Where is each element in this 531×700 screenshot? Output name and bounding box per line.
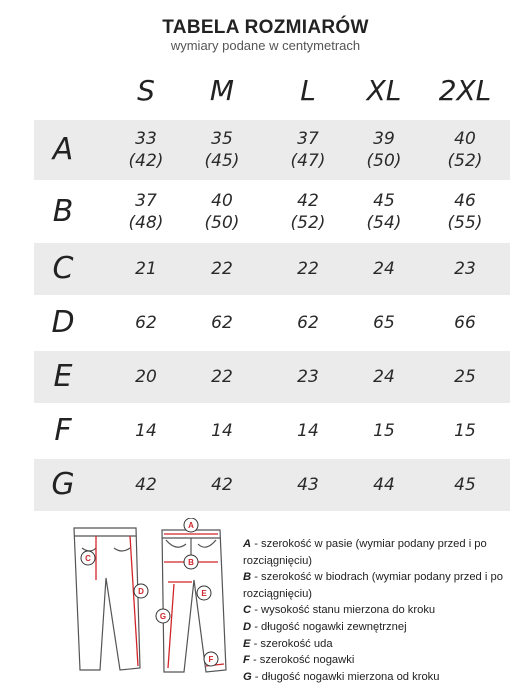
table-cell [423,190,507,234]
legend-key: C [243,604,252,617]
table-cell [266,366,350,388]
table-cell [342,128,426,172]
table-cell [342,474,426,496]
table-cell [180,312,264,334]
size-header-s: S [137,74,155,107]
cell-value: 39 [373,129,395,149]
table-cell [342,258,426,280]
cell-value: 62 [135,313,157,333]
table-row [34,459,510,511]
cell-stretched-value: (50) [204,213,240,233]
cell-value: 15 [454,421,476,441]
table-row [34,405,510,457]
trousers-front-view [159,530,226,672]
cell-value: 22 [297,259,319,279]
table-cell [180,420,264,442]
legend-key: E [243,637,251,650]
cell-value: 21 [135,259,157,279]
table-cell [266,312,350,334]
cell-stretched-value: (47) [290,151,326,171]
legend-item [243,652,528,669]
size-header-2xl: 2XL [438,74,492,107]
legend-key: B [243,571,252,584]
cell-value: 40 [454,129,476,149]
trousers-back-view [74,528,140,670]
cell-value: 35 [211,129,233,149]
cell-value: 24 [373,367,395,387]
cell-value: 45 [373,191,395,211]
cell-value: 66 [454,313,476,333]
legend-text: - długość nogawki zewnętrznej [251,620,407,633]
legend-item [243,636,528,653]
cell-stretched-value: (50) [366,151,402,171]
table-cell [423,258,507,280]
table-cell [180,128,264,172]
table-cell [266,190,350,234]
marker-e: E [201,589,207,598]
cell-stretched-value: (54) [366,213,402,233]
row-label: A [52,132,74,167]
legend-item [243,602,528,619]
legend-text: - szerokość uda [250,637,333,650]
legend-item [243,536,528,569]
table-cell [342,366,426,388]
cell-stretched-value: (42) [128,151,164,171]
table-cell [104,474,188,496]
table-row [34,243,510,295]
marker-c: C [85,554,91,563]
table-cell [180,190,264,234]
row-label: C [52,251,74,286]
cell-value: 62 [211,313,233,333]
size-header-xl: XL [366,74,402,107]
table-cell [342,190,426,234]
legend-key: A [243,538,252,550]
table-cell [342,420,426,442]
table-row [34,120,510,180]
table-cell [104,366,188,388]
table-cell [180,366,264,388]
cell-stretched-value: (45) [204,151,240,171]
marker-b: B [188,558,194,567]
trousers-illustration [60,518,230,696]
cell-value: 62 [297,313,319,333]
marker-f: F [208,655,214,664]
legend-text: - szerokość w biodrach (wymiar podany przed i po rozciągnięciu) [243,571,503,600]
table-cell [423,312,507,334]
table-row [34,297,510,349]
cell-value: 44 [373,475,395,495]
size-header-m: M [209,74,235,107]
page-title: TABELA ROZMIARÓW [162,17,369,38]
cell-value: 40 [211,191,233,211]
table-cell [104,190,188,234]
table-cell [423,366,507,388]
legend-text: - szerokość nogawki [249,654,355,667]
cell-value: 22 [211,259,233,279]
legend-text: - szerokość w pasie (wymiar podany przed i po rozciągnięciu) [243,538,487,567]
cell-stretched-value: (48) [128,213,164,233]
cell-value: 33 [135,129,157,149]
cell-stretched-value: (52) [447,151,483,171]
cell-value: 25 [454,367,476,387]
cell-stretched-value: (55) [447,213,483,233]
cell-value: 46 [454,191,476,211]
table-cell [180,258,264,280]
cell-value: 37 [297,129,319,149]
legend-key: G [243,670,252,683]
table-row [34,182,510,242]
size-header-l: L [300,74,316,107]
cell-value: 43 [297,475,319,495]
table-cell [423,420,507,442]
table-cell [104,128,188,172]
cell-value: 15 [373,421,395,441]
cell-value: 23 [297,367,319,387]
table-row [34,351,510,403]
cell-value: 42 [135,475,157,495]
cell-value: 24 [373,259,395,279]
inseam-arrow [168,584,174,668]
marker-g: G [159,612,167,621]
legend-key: D [243,620,252,633]
table-cell [180,474,264,496]
table-cell [423,474,507,496]
row-label: D [51,305,75,340]
table-cell [266,128,350,172]
table-cell [342,312,426,334]
row-label: F [54,413,72,448]
row-label: E [53,359,73,394]
marker-d: D [138,587,144,596]
cell-value: 14 [211,421,233,441]
cell-value: 20 [135,367,157,387]
page-subtitle: wymiary podane w centymetrach [170,38,361,53]
cell-value: 45 [454,475,476,495]
cell-value: 42 [211,475,233,495]
table-cell [104,420,188,442]
table-cell [423,128,507,172]
marker-a: A [188,521,194,530]
table-cell [104,312,188,334]
cell-value: 65 [373,313,395,333]
legend-item [243,569,528,602]
cell-value: 42 [297,191,319,211]
legend-text: - długość nogawki mierzona od kroku [251,670,440,683]
row-label: B [52,194,74,229]
measurement-legend [243,536,528,685]
cell-value: 23 [454,259,476,279]
legend-item [243,619,528,636]
legend-text: - wysokość stanu mierzona do kroku [251,604,436,617]
table-cell [266,420,350,442]
table-cell [266,258,350,280]
cell-value: 37 [135,191,157,211]
table-cell [104,258,188,280]
cell-stretched-value: (52) [290,213,326,233]
legend-key: F [243,654,250,667]
table-cell [266,474,350,496]
row-label: G [51,467,75,502]
cell-value: 22 [211,367,233,387]
legend-item [243,669,528,686]
size-header-row [34,66,510,116]
cell-value: 14 [135,421,157,441]
cell-value: 14 [297,421,319,441]
